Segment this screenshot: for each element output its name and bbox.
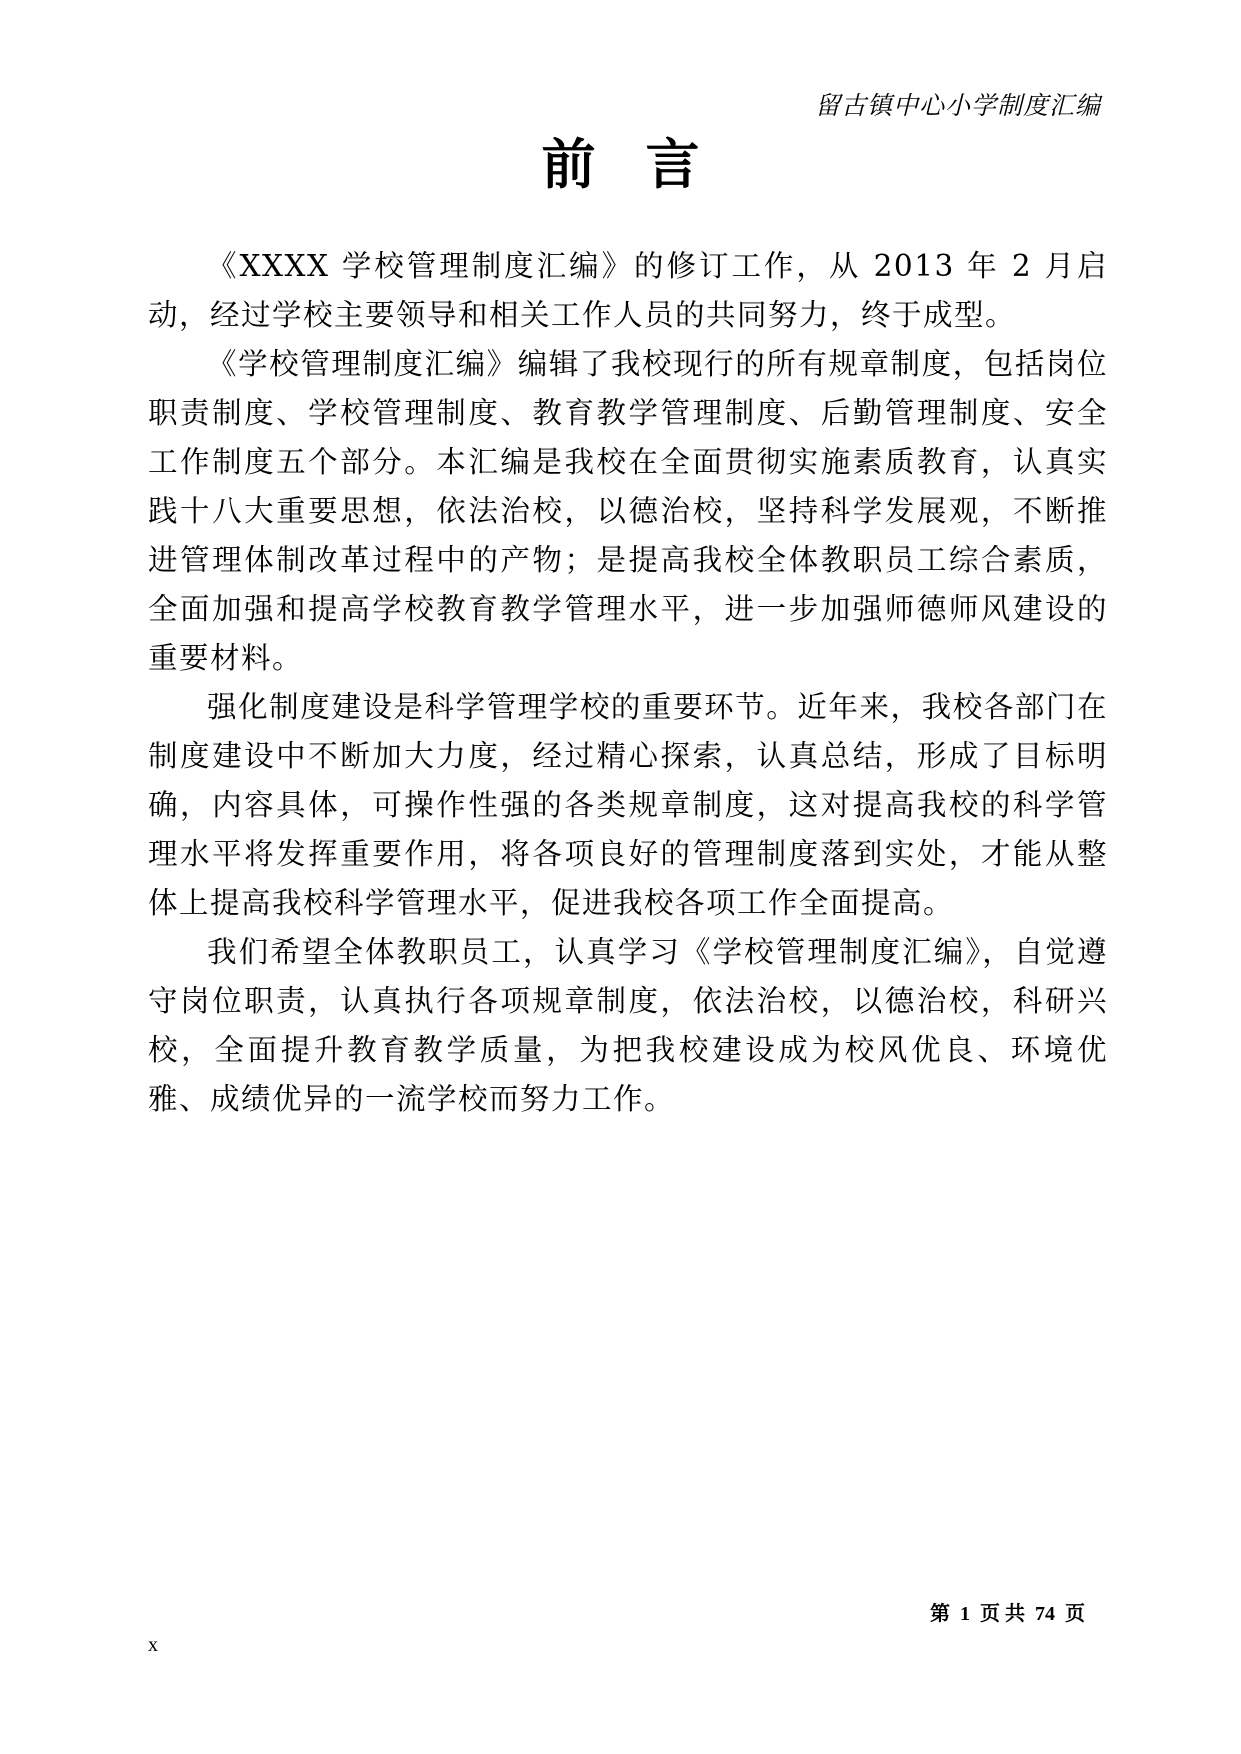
page-number: 第 1 页 共 74 页 [930, 1603, 1085, 1625]
paragraph: 《学校管理制度汇编》编辑了我校现行的所有规章制度，包括岗位职责制度、学校管理制度、教育教学管理制度、后勤管理制度、安全工作制度五个部分。本汇编是我校在全面贯彻实施素质教育，认真实践十八大重要思想，依法治校，以德治校，坚持科学发展观，不断推进管理体制改革过程中的产物；是提高我校全体教职员工综合素质，全面加强和提高学校教育教学管理水平，进一步加强师德师风建设的重要材料。 [148, 347, 1108, 675]
paragraph: 《XXXX 学校管理制度汇编》的修订工作，从 2013 年 2 月启动，经过学校主要领导和相关工作人员的共同努力，终于成型。 [148, 249, 1108, 332]
footer-mark: x [148, 1634, 158, 1656]
paragraph: 强化制度建设是科学管理学校的重要环节。近年来，我校各部门在制度建设中不断加大力度，经过精心探索，认真总结，形成了目标明确，内容具体，可操作性强的各类规章制度，这对提高我校的科学管理水平将发挥重要作用，将各项良好的管理制度落到实处，才能从整体上提高我校科学管理水平，促进我校各项工作全面提高。 [148, 690, 1108, 920]
paragraph: 我们希望全体教职员工，认真学习《学校管理制度汇编》，自觉遵守岗位职责，认真执行各项规章制度，依法治校，以德治校，科研兴校，全面提升教育教学质量，为把我校建设成为校风优良、环境优雅、成绩优异的一流学校而努力工作。 [148, 935, 1108, 1116]
body-text [148, 242, 1108, 1124]
page-title: 前言 [541, 133, 750, 196]
running-header: 留古镇中心小学制度汇编 [814, 91, 1101, 120]
